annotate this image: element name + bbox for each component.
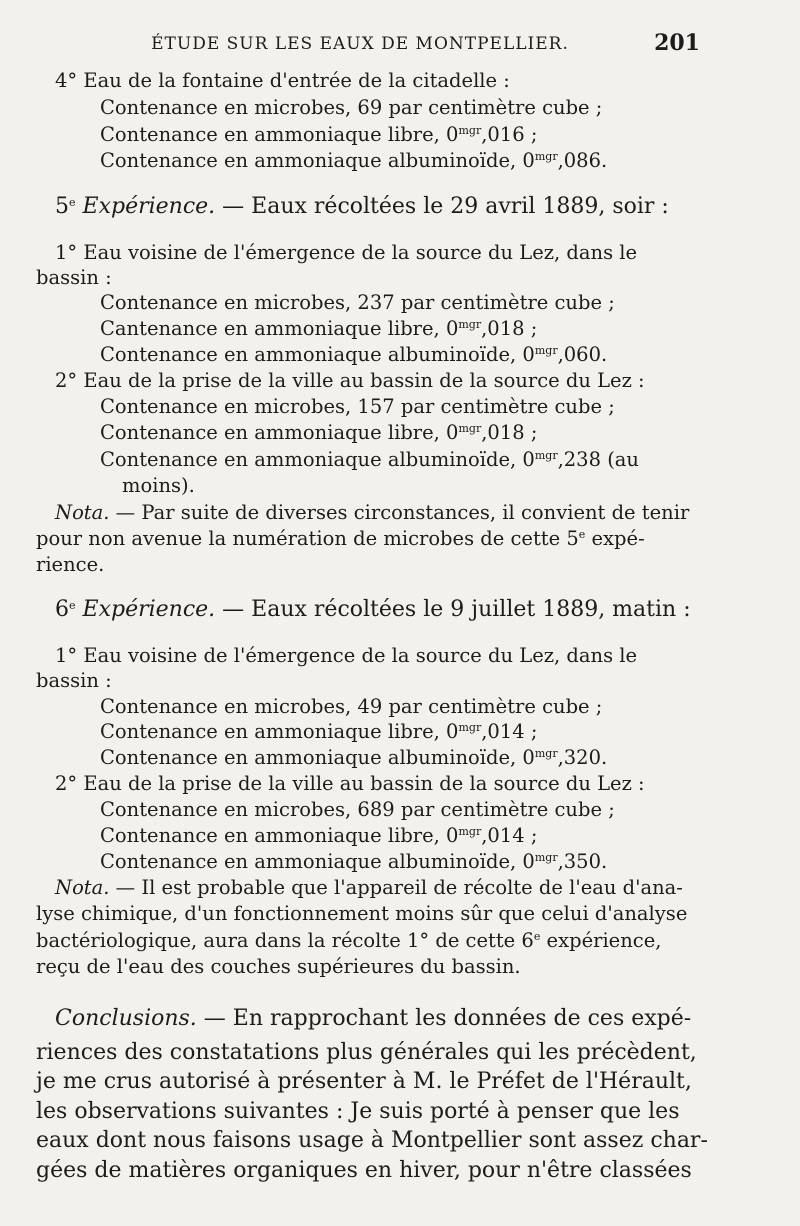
exp5-item1-microbes: Contenance en microbes, 237 par centimètre cube ;: [100, 291, 615, 314]
exp5-item2-albuminoide-cont: moins).: [122, 474, 195, 497]
running-title: ÉTUDE SUR LES EAUX DE MONTPELLIER.: [151, 34, 569, 54]
exp6-nota-line3: bactériologique, aura dans la récolte 1° de cette 6e expérience,: [36, 929, 662, 952]
conclusions-line3: je me crus autorisé à présenter à M. le Préfet de l'Hérault,: [36, 1069, 692, 1094]
exp5-item1-title: 1° Eau voisine de l'émergence de la source du Lez, dans le: [55, 241, 638, 264]
exp5-item2-microbes: Contenance en microbes, 157 par centimètre cube ;: [100, 395, 615, 418]
exp5-item1-cont: bassin :: [36, 266, 112, 289]
exp6-item1-ammoniaque: Contenance en ammoniaque libre, $0^{mgr},014$ ;: [100, 720, 538, 743]
exp6-item2-albuminoide: Contenance en ammoniaque albuminoïde, $0^{mgr},350$.: [100, 850, 608, 873]
fontaine-albuminoide: Contenance en ammoniaque albuminoïde, $0^{mgr},086$.: [100, 149, 608, 172]
exp6-nota-line2: lyse chimique, d'un fonctionnement moins sûr que celui d'analyse: [36, 902, 688, 925]
exp5-item1-ammoniaque: Cantenance en ammoniaque libre, $0^{mgr},018$ ;: [100, 317, 538, 340]
exp5-heading: 5e Expérience. — Eaux récoltées le 29 avril 1889, soir :: [55, 194, 669, 219]
exp5-item1-albuminoide: Contenance en ammoniaque albuminoïde, $0^{mgr},060$.: [100, 343, 608, 366]
exp5-nota-line2: pour non avenue la numération de microbes de cette 5e expé-: [36, 527, 645, 550]
exp6-item1-microbes: Contenance en microbes, 49 par centimètre cube ;: [100, 695, 603, 718]
exp6-item1-title: 1° Eau voisine de l'émergence de la source du Lez, dans le: [55, 644, 638, 667]
exp6-heading: 6e Expérience. — Eaux récoltées le 9 juillet 1889, matin :: [55, 597, 691, 622]
conclusions-line2: riences des constatations plus générales qui les précèdent,: [36, 1040, 697, 1065]
exp6-item1-albuminoide: Contenance en ammoniaque albuminoïde, $0^{mgr},320$.: [100, 746, 608, 769]
exp6-item1-cont: bassin :: [36, 669, 112, 692]
exp6-nota-line4: reçu de l'eau des couches supérieures du bassin.: [36, 955, 521, 978]
page-header: [0, 30, 800, 64]
exp5-nota-line3: rience.: [36, 553, 105, 576]
conclusions-line1: Conclusions. — En rapprochant les données de ces expé-: [55, 1006, 692, 1031]
fontaine-microbes: Contenance en microbes, 69 par centimètre cube ;: [100, 96, 603, 119]
exp6-item2-ammoniaque: Contenance en ammoniaque libre, $0^{mgr},014$ ;: [100, 824, 538, 847]
exp6-nota-line1: Nota. — Il est probable que l'appareil de récolte de l'eau d'ana-: [55, 876, 683, 899]
fontaine-ammoniaque: Contenance en ammoniaque libre, $0^{mgr},016$ ;: [100, 123, 538, 146]
conclusions-line6: gées de matières organiques en hiver, pour n'être classées: [36, 1158, 692, 1183]
exp5-item2-ammoniaque: Contenance en ammoniaque libre, $0^{mgr},018$ ;: [100, 421, 538, 444]
conclusions-line4: les observations suivantes : Je suis porté à penser que les: [36, 1099, 680, 1124]
exp5-item2-title: 2° Eau de la prise de la ville au bassin de la source du Lez :: [55, 369, 645, 392]
conclusions-line5: eaux dont nous faisons usage à Montpellier sont assez char-: [36, 1128, 708, 1153]
exp5-nota-line1: Nota. — Par suite de diverses circonstances, il convient de tenir: [55, 501, 690, 524]
page-number: 201: [654, 30, 700, 56]
exp5-item2-albuminoide: Contenance en ammoniaque albuminoïde, $0^{mgr},238$ (au: [100, 448, 639, 471]
fontaine-title: 4° Eau de la fontaine d'entrée de la citadelle :: [55, 69, 510, 92]
exp6-item2-microbes: Contenance en microbes, 689 par centimètre cube ;: [100, 798, 615, 821]
exp6-item2-title: 2° Eau de la prise de la ville au bassin de la source du Lez :: [55, 772, 645, 795]
